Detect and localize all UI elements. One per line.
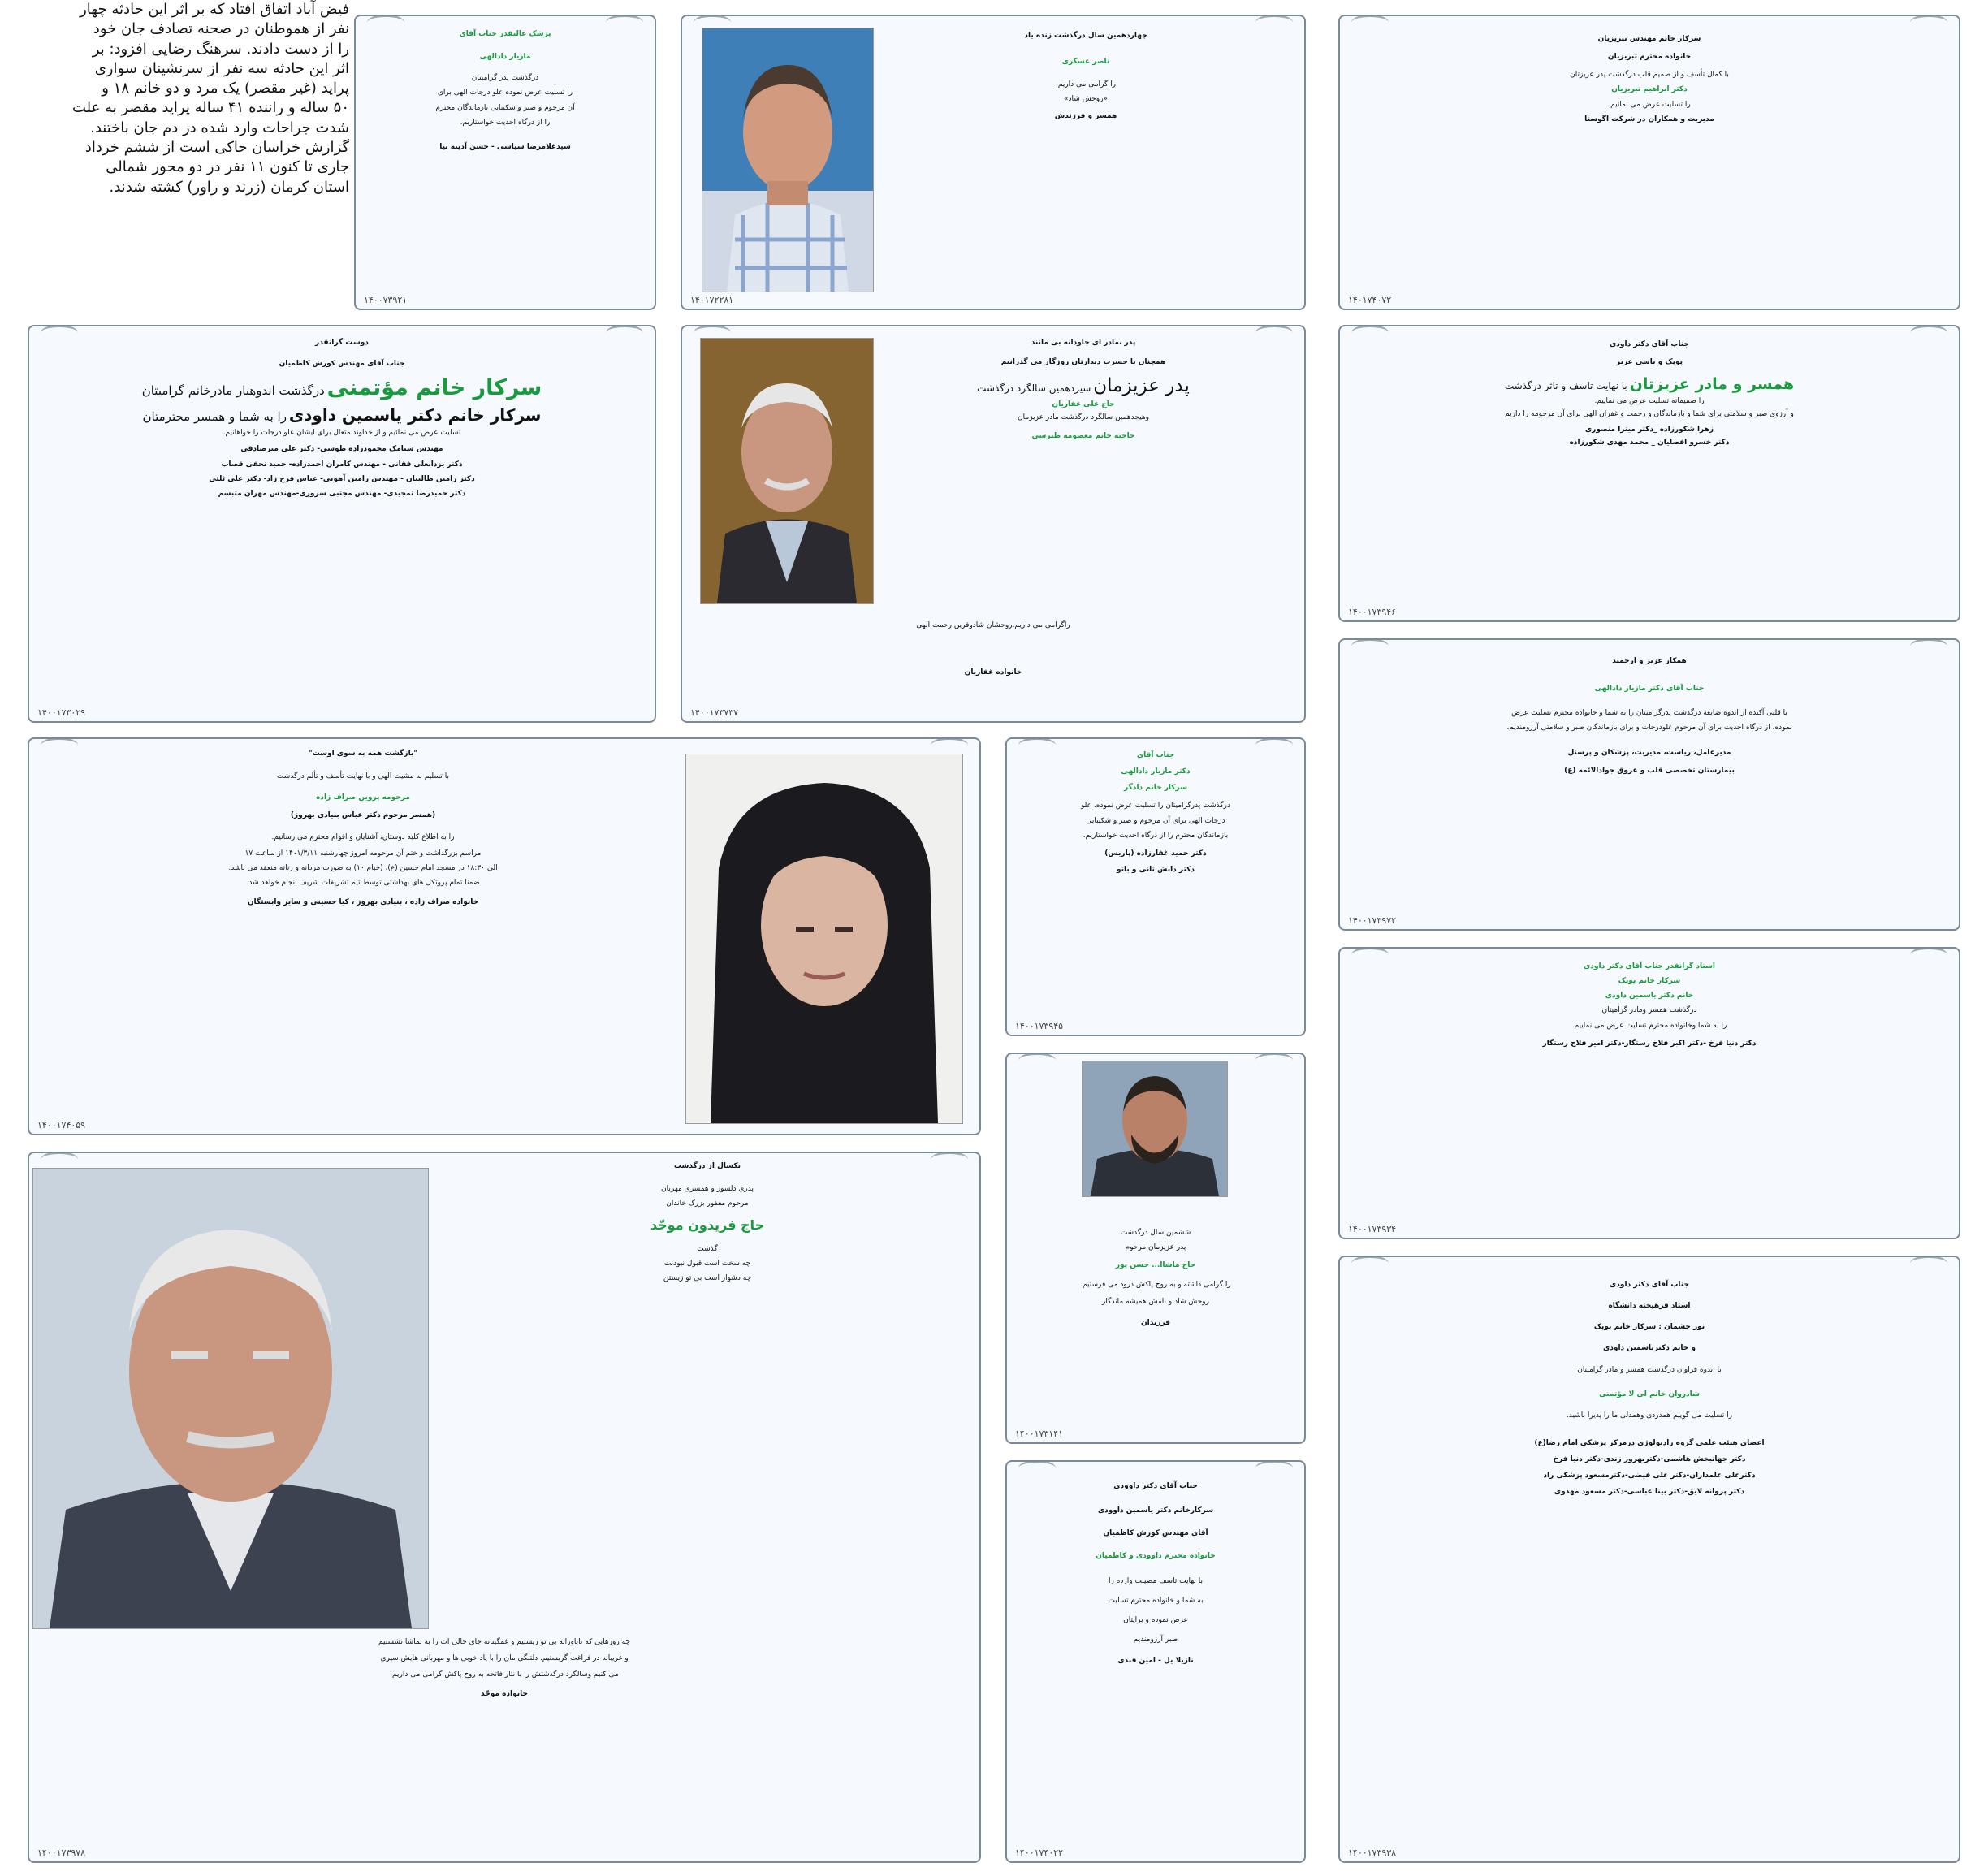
ad-text: را از درگاه احدیت خواستاریم. xyxy=(460,118,551,127)
ad-headline: جناب آقای دکتر داوودی xyxy=(1113,1482,1198,1490)
ad-signature: نازیلا یل - امین قندی xyxy=(1117,1657,1194,1666)
ad-text: درگذشت پدر گرامیتان xyxy=(471,74,539,83)
ad-text: همچنان با حسرت دیدارتان روزگار می گذرانیم xyxy=(1000,358,1166,367)
ad-text: پدر عزیزمان مرحوم xyxy=(1125,1243,1186,1252)
news-column xyxy=(0,0,349,260)
ad-signature: مدیریت و همکاران در شرکت اگوستا xyxy=(1584,115,1714,123)
ad-signature: دکتر دنیا فرخ -دکتر اکبر فلاح رستگار-دکتر امیر فلاح رستگار xyxy=(1542,1039,1757,1048)
ad-code: ۱۴۰۰۱۷۳۹۳۸ xyxy=(1348,1848,1397,1858)
ad-text: راگرامی می داریم.روحشان شادوقرین رحمت الهی xyxy=(916,621,1070,629)
ad-headline: جناب آقای مهندس کورش کاظمیان xyxy=(279,360,405,369)
portrait-photo xyxy=(1082,1061,1228,1197)
ad-headline: نور چشمان : سرکار خانم پوپک xyxy=(1593,1323,1705,1332)
ad-text: را تسلیت عرض نموده علو درجات الهی برای xyxy=(437,89,573,97)
ad-signature: دکترعلی علمداران-دکتر علی فیضی-دکترمسعود پزشکی راد xyxy=(1543,1472,1756,1480)
portrait-photo xyxy=(32,1168,429,1629)
ad-text: چه روزهایی که ناباورانه بی تو زیستیم و غمگینانه جای خالی ات را به تماشا نشستیم xyxy=(378,1638,630,1646)
ad-headline: سرکار خانم پوپک xyxy=(1618,977,1681,986)
news-line: اثر این حادثه سه نفر از سرنشینان سواری xyxy=(94,59,349,77)
ad-signature: زهرا شکورزاده _دکتر میترا منصوری xyxy=(1584,425,1714,434)
news-line: جاری تا کنون ۱۱ نفر در دو محور شمالی xyxy=(106,158,349,176)
ad-headline: پدر ،مادر ای جاودانه بی مانند xyxy=(1031,339,1136,347)
ad-text: مرحوم مغفور بزرگ خاندان xyxy=(666,1200,749,1208)
ad-headline: "بازگشت همه به سوی اوست" xyxy=(308,750,418,758)
news-line: شدت جراحات وارد شده در دم جان باختند. xyxy=(90,119,349,136)
ad-askari xyxy=(681,15,1306,310)
ad-text: الی ۱۸:۳۰ در مسجد امام حسین (ع)، (خیام ۱۰) به صورت مردانه و زنانه منعقد می باشد. xyxy=(228,863,498,872)
ad-text-highlight: سرکار خانم دکتر یاسمین داودی xyxy=(288,405,542,426)
portrait-photo xyxy=(700,338,874,604)
ad-signature: دکتر یزدانعلی فقانی - مهندس کامران احمدزاده- حمید نجفی قصاب xyxy=(221,460,463,469)
ad-text: با قلبی آکنده از اندوه ضایعه درگذشت پدرگرامیتان را به شما و خانواده محترم تسلیت عرض xyxy=(1511,709,1787,718)
ad-text: را گرامی داشته و به روح پاکش درود می فرستیم. xyxy=(1080,1281,1231,1290)
ad-text: درگذشت پدرگرامیتان را تسلیت عرض نموده، علو xyxy=(1081,802,1230,810)
ad-movahed xyxy=(28,1152,981,1863)
ad-headline: پوپک و یاسی عزیز xyxy=(1615,358,1683,367)
ad-code: ۱۴۰۰۱۷۳۹۴۵ xyxy=(1015,1021,1064,1031)
ad-deceased-name: مازیار دادالهی xyxy=(479,53,531,62)
ad-deceased-name: دکتر مازیار دادالهی xyxy=(1121,767,1191,776)
ad-deceased-name: حاجیه خانم معصومه طبرسی xyxy=(1031,431,1135,440)
ad-signature: بیمارستان تخصصی قلب و عروق جوادالائمه (ع) xyxy=(1564,766,1735,775)
ad-text: درگذشت اندوهبار مادرخانم گرامیتان xyxy=(141,383,325,399)
ad-code: ۱۴۰۱۷۴۰۷۲ xyxy=(1348,295,1392,305)
ad-code: ۱۴۰۰۱۷۳۰۲۹ xyxy=(37,707,86,718)
ad-text: نموده، از درگاه احدیت برای آن مرحوم علودرجات و برای بازماندگان صبر و سلامتی آرزومندیم. xyxy=(1506,724,1792,733)
ad-code: ۱۴۰۰۱۷۳۹۷۲ xyxy=(1348,915,1397,926)
ad-text: را گرامی می داریم. xyxy=(1055,80,1117,89)
ad-text: درگذشت همسر ومادر گرامیتان xyxy=(1601,1006,1697,1015)
ad-deceased-name: سرکار خانم دادگر xyxy=(1124,784,1187,793)
ad-headline: پزشک عالیقدر جناب آقای xyxy=(459,30,551,38)
ad-text: را تسلیت می گوییم همدردی وهمدلی ما را پذیرا باشید. xyxy=(1566,1411,1733,1420)
ad-signature: دکتر دانش ثانی و بانو xyxy=(1116,865,1195,874)
ad-text: را صمیمانه تسلیت عرض می نماییم. xyxy=(1594,397,1705,406)
ad-text: آن مرحوم و صبر و شکیبایی بازماندگان محترم xyxy=(435,103,575,112)
ad-signature: اعضای هیئت علمی گروه رادیولوژی درمرکز پزشکی امام رضا(ع) xyxy=(1534,1438,1765,1447)
news-line: استان کرمان (زرند و راور) کشته شدند. xyxy=(109,178,349,196)
ad-code: ۱۴۰۰۱۷۴۰۲۲ xyxy=(1015,1848,1064,1858)
ad-headline: سرکارخانم دکتر یاسمین داوودی xyxy=(1097,1506,1214,1515)
ad-deceased-name: مرحومه پروین صراف زاده xyxy=(316,793,410,802)
ad-headline: دوست گرانقدر xyxy=(315,339,369,347)
ad-signature: دکتر حمیدرضا تمجیدی- مهندس مجتبی سروری-مهندس مهران متبسم xyxy=(218,489,466,498)
ad-code: ۱۴۰۰۱۷۳۹۷۸ xyxy=(37,1848,86,1858)
ad-deceased-name: حاج فریدون موحّد xyxy=(650,1217,765,1234)
ad-hassanpour xyxy=(1005,1053,1306,1444)
ad-text: مراسم بزرگداشت و ختم آن مرحومه امروز چهارشنبه ۱۴۰۱/۳/۱۱ از ساعت ۱۷ xyxy=(244,849,482,858)
news-line: را از دست دادند. سرهنگ رضایی افزود: بر xyxy=(92,40,349,58)
ad-text: «روحش شاد» xyxy=(1064,95,1108,104)
ad-headline: ششمین سال درگذشت xyxy=(1120,1229,1191,1237)
ad-text: را به شما و همسر محترمتان xyxy=(142,409,287,425)
ad-deceased-name: حاج علی غفاریان xyxy=(1052,400,1115,409)
ad-code: ۱۴۰۱۷۲۲۸۱ xyxy=(690,295,734,305)
ad-hospital xyxy=(1338,638,1960,931)
ad-text: گذشت xyxy=(697,1245,718,1254)
ad-deceased-name: دکتر ابراهیم تبریزیان xyxy=(1611,85,1688,94)
ad-headline: جناب آقای xyxy=(1136,751,1175,759)
ad-text: با تسلیم به مشیت الهی و با نهایت تأسف و تألم درگذشت xyxy=(276,772,450,781)
ad-signature: خانواده موحّد xyxy=(481,1690,528,1699)
ad-signature: خانواده غفاریان xyxy=(964,668,1022,676)
ad-signature: خانواده صراف زاده ، بنیادی بهروز ، کیا حسینی و سایر وابستگان xyxy=(247,898,479,907)
ad-text: روحش شاد و نامش همیشه ماندگار xyxy=(1102,1297,1209,1306)
ad-deceased-name: شادروان خانم لی لا مؤتمنی xyxy=(1599,1390,1700,1398)
ad-text-highlight: خانواده محترم داوودی و کاظمیان xyxy=(1096,1552,1216,1561)
ad-signature: مدیرعامل، ریاست، مدیریت، پزشکان و پرسنل xyxy=(1567,748,1731,757)
ad-headline: آقای مهندس کورش کاظمیان xyxy=(1103,1529,1208,1538)
ad-text: چه دشوار است بی تو زیستن xyxy=(663,1274,752,1283)
ad-davoudi-1 xyxy=(1338,325,1960,622)
ad-signature: دکتر جهانبخش هاشمی-دکتربهروز زندی-دکتر دنیا فرخ xyxy=(1553,1455,1746,1464)
ad-headline: همکار عزیز و ارجمند xyxy=(1612,657,1687,665)
ad-text-highlight: همسر و مادر عزیزتان xyxy=(1629,375,1795,394)
ad-deceased-name: ناصر عسکری xyxy=(1061,58,1110,67)
ad-saraf xyxy=(28,737,981,1135)
ad-tabrizian xyxy=(1338,15,1960,310)
ad-text: ضمنا تمام پروتکل های بهداشتی توسط تیم تشریفات شریف انجام خواهد شد. xyxy=(246,878,480,887)
ad-signature: دکتر خسرو افضلیان _ محمد مهدی شکورزاده xyxy=(1569,438,1730,447)
ad-headline: خانم دکتر یاسمین داودی xyxy=(1605,992,1694,1001)
news-line: ۵۰ ساله و راننده ۴۱ ساله پراید مقصر به علت xyxy=(71,99,349,117)
ad-code: ۱۴۰۰۱۷۳۷۳۷ xyxy=(690,707,739,718)
ad-text-highlight: سرکار خانم مؤتمنی xyxy=(326,375,542,401)
portrait-photo xyxy=(702,28,874,292)
ad-text: صبر آرزومندیم xyxy=(1133,1635,1178,1644)
ad-headline: یکسال از درگذشت xyxy=(673,1162,741,1170)
ad-davoudi-kazemian xyxy=(1005,1460,1306,1863)
news-line: گزارش خراسان حاکی است از ششم خرداد xyxy=(84,139,349,157)
ad-text: و غریبانه در فراغت گریستیم. دلتنگی مان را با یاد خوبی ها و مهربانی هایش سپری xyxy=(380,1654,629,1663)
ad-code: ۱۴۰۰۱۷۴۰۵۹ xyxy=(37,1120,86,1130)
ad-motamedi xyxy=(1338,1256,1960,1863)
ad-dadollahi-mid xyxy=(1005,737,1306,1036)
ad-text: و آرزوی صبر و سلامتی برای شما و بازماندگان و رحمت و غفران الهی برای آن مرحومه را داریم xyxy=(1505,410,1794,419)
ad-text: را به شما وخانواده محترم تسلیت عرض می نماییم. xyxy=(1571,1021,1727,1030)
ad-deceased-name: جناب آقای دکتر مازیار دادالهی xyxy=(1594,685,1705,694)
ad-signature: فرزندان xyxy=(1140,1318,1171,1327)
ad-davoudi-teacher xyxy=(1338,947,1960,1239)
ad-signature: دکتر حمید غفارزاده (پاریس) xyxy=(1104,849,1207,858)
ad-text: با اندوه فراوان درگذشت همسر و مادر گرامیتان xyxy=(1577,1365,1722,1374)
ad-text: عرض نموده و برایتان xyxy=(1123,1615,1188,1624)
ad-code: ۱۴۰۰۱۷۳۹۳۴ xyxy=(1348,1224,1397,1234)
ad-signature: مهندس سیامک محمودزاده طوسی- دکتر علی میرصادقی xyxy=(240,445,443,454)
ad-deceased-name: حاج ماشاا... حسن پور xyxy=(1115,1261,1196,1270)
ad-text: وهیجدهمین سالگرد درگذشت مادر عزیزمان xyxy=(1018,413,1149,422)
ad-text: به شما و خانواده محترم تسلیت xyxy=(1108,1596,1204,1605)
ad-text: چه سخت است قبول نبودنت xyxy=(663,1260,751,1269)
ad-text: با نهایت تاسف و تاثر درگذشت xyxy=(1504,380,1627,392)
ad-dadollahi-small xyxy=(354,15,656,310)
ad-text: سیزدهمین سالگرد درگذشت xyxy=(977,383,1091,395)
ad-headline: جناب آقای دکتر داودی xyxy=(1610,340,1689,348)
ad-code: ۱۴۰۰۱۷۳۹۴۶ xyxy=(1348,607,1397,617)
ad-headline: چهاردهمین سال درگذشت زنده یاد xyxy=(1024,32,1147,40)
news-line: پراید (غیر مقصر) یک مرد و دو خانم ۱۸ و xyxy=(102,80,349,97)
ad-text: تسلیت عرض می نمائیم و از خداوند متعال برای ایشان علو درجات را خواهانیم. xyxy=(223,429,461,438)
ad-text: پدر عزیزمان xyxy=(1093,375,1190,397)
ad-headline: استاد فرهیخته دانشگاه xyxy=(1608,1302,1691,1311)
news-line: نفر از هموطنان در صحنه تصادف جان خود xyxy=(93,20,349,38)
news-line: فیض آباد اتفاق افتاد که بر اثر این حادثه چهار xyxy=(80,1,349,18)
ad-text: را تسلیت عرض می نمائیم. xyxy=(1608,100,1691,109)
ad-headline: سرکار خانم مهندس تبریزیان xyxy=(1597,35,1701,43)
ad-signature: دکتر رامین طالبیان - مهندس رامین آهویی- عباس فرج زاد- دکتر علی ثلثی xyxy=(209,474,475,483)
ad-signature: سیدغلامرضا سیاسی - حسن آدینه نیا xyxy=(439,142,571,151)
ad-text: بازماندگان محترم را از درگاه احدیت خواستاریم. xyxy=(1083,831,1229,840)
ad-text: با کمال تأسف و از صمیم قلب درگذشت پدر عزیزتان xyxy=(1570,71,1729,80)
ad-text: را به اطلاع کلیه دوستان، آشنایان و اقوام محترم می رسانیم. xyxy=(271,832,455,841)
ad-headline: استاد گرانقدر جناب آقای دکتر داودی xyxy=(1584,962,1715,970)
ad-headline: جناب آقای دکتر داودی xyxy=(1610,1281,1689,1289)
ad-code: ۱۴۰۰۱۷۳۱۴۱ xyxy=(1015,1429,1064,1439)
ad-text: درجات الهی برای آن مرحوم و صبر و شکیبایی xyxy=(1086,816,1225,825)
ad-text: پدری دلسوز و همسری مهربان xyxy=(661,1185,754,1194)
ad-headline: و خانم دکتریاسمین داودی xyxy=(1602,1344,1696,1353)
ad-text: می کنیم وسالگرد درگذشتش را با نثار فاتحه به روح پاکش گرامی می داریم. xyxy=(390,1671,619,1679)
ad-signature: دکتر پروانه لایق-دکتر بینا عباسی-دکتر مسعود مهدوی xyxy=(1554,1488,1745,1497)
ad-signature: همسر و فرزندش xyxy=(1054,111,1117,120)
ad-code: ۱۴۰۰۷۳۹۲۱ xyxy=(364,295,408,305)
ad-text: با نهایت تاسف مصیبت وارده را xyxy=(1108,1576,1204,1585)
ad-kazemian xyxy=(28,325,656,723)
portrait-photo xyxy=(685,754,963,1124)
ad-subtitle: (همسر مرحوم دکتر عباس بنیادی بهروز) xyxy=(290,811,436,820)
ad-headline: خانواده محترم تبریزیان xyxy=(1607,53,1692,62)
ad-ghaffarian xyxy=(681,325,1306,723)
